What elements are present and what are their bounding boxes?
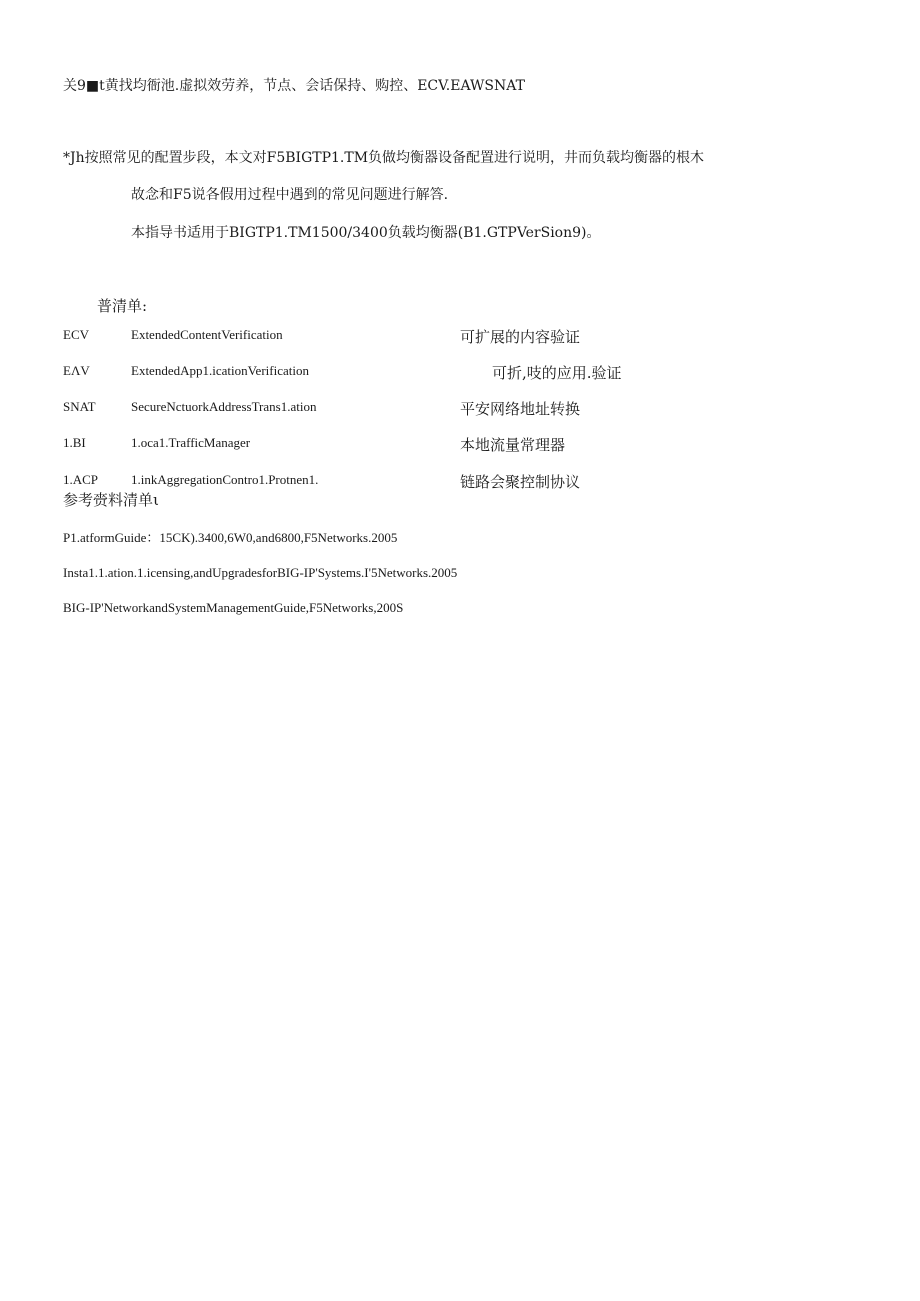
reference-item: P1.atformGuide：15CK).3400,6W0,and6800,F5Networks.2005 xyxy=(63,530,398,545)
glossary-english: 1.oca1.TrafficManager xyxy=(131,435,251,450)
glossary-chinese: 平安网络地址转换 xyxy=(460,400,581,418)
glossary-abbr: EΛV xyxy=(63,363,90,378)
glossary-row xyxy=(0,363,920,383)
intro-line-1: *Jh按照常见的配置步段，本文对F5BIGTP1.TM负做均衡器设备配置进行说明，井而负载均衡器的根木 xyxy=(63,150,705,166)
glossary-row xyxy=(0,435,920,455)
glossary-english: 1.inkAggregationContro1.Protnen1. xyxy=(131,472,319,487)
reference-item: Insta1.1.ation.1.icensing,andUpgradesforBIG-IP'Systems.I'5Networks.2005 xyxy=(63,565,458,580)
glossary-english: ExtendedApp1.icationVerification xyxy=(131,363,309,378)
glossary-english: SecureNctuorkAddressTrans1.ation xyxy=(131,399,317,414)
glossary-abbr: ECV xyxy=(63,327,89,342)
glossary-chinese: 链路会聚控制协议 xyxy=(460,473,581,491)
glossary-chinese: 可扩展的内容验证 xyxy=(460,328,581,346)
glossary-abbr: 1.BI xyxy=(63,435,86,450)
glossary-english: ExtendedContentVerification xyxy=(131,327,283,342)
glossary-abbr: 1.ACP xyxy=(63,472,99,487)
references-title: 参考赍料清单ι xyxy=(63,491,159,509)
glossary-chinese: 可折,吱的应用.验证 xyxy=(492,364,622,382)
glossary-abbr: SNAT xyxy=(63,399,96,414)
glossary-row xyxy=(0,399,920,419)
glossary-chinese: 本地流量常理器 xyxy=(460,436,566,454)
glossary-row xyxy=(0,327,920,347)
glossary-row xyxy=(0,472,920,492)
reference-item: BIG-IP'NetworkandSystemManagementGuide,F5Networks,200S xyxy=(63,600,404,615)
intro-line-2: 故念和F5说各假用过程中遇到的常见问题进行解答. xyxy=(131,187,449,203)
glossary-title: 普清单: xyxy=(97,297,148,315)
header-line: 关9■t黄找均衙池.虚拟效劳养，节点、会话保持、购控、ECV.EAWSNAT xyxy=(63,78,525,94)
intro-line-3: 本指导书适用于BIGTP1.TM1500/3400负载均衡器(B1.GTPVerSion9)。 xyxy=(131,225,601,241)
